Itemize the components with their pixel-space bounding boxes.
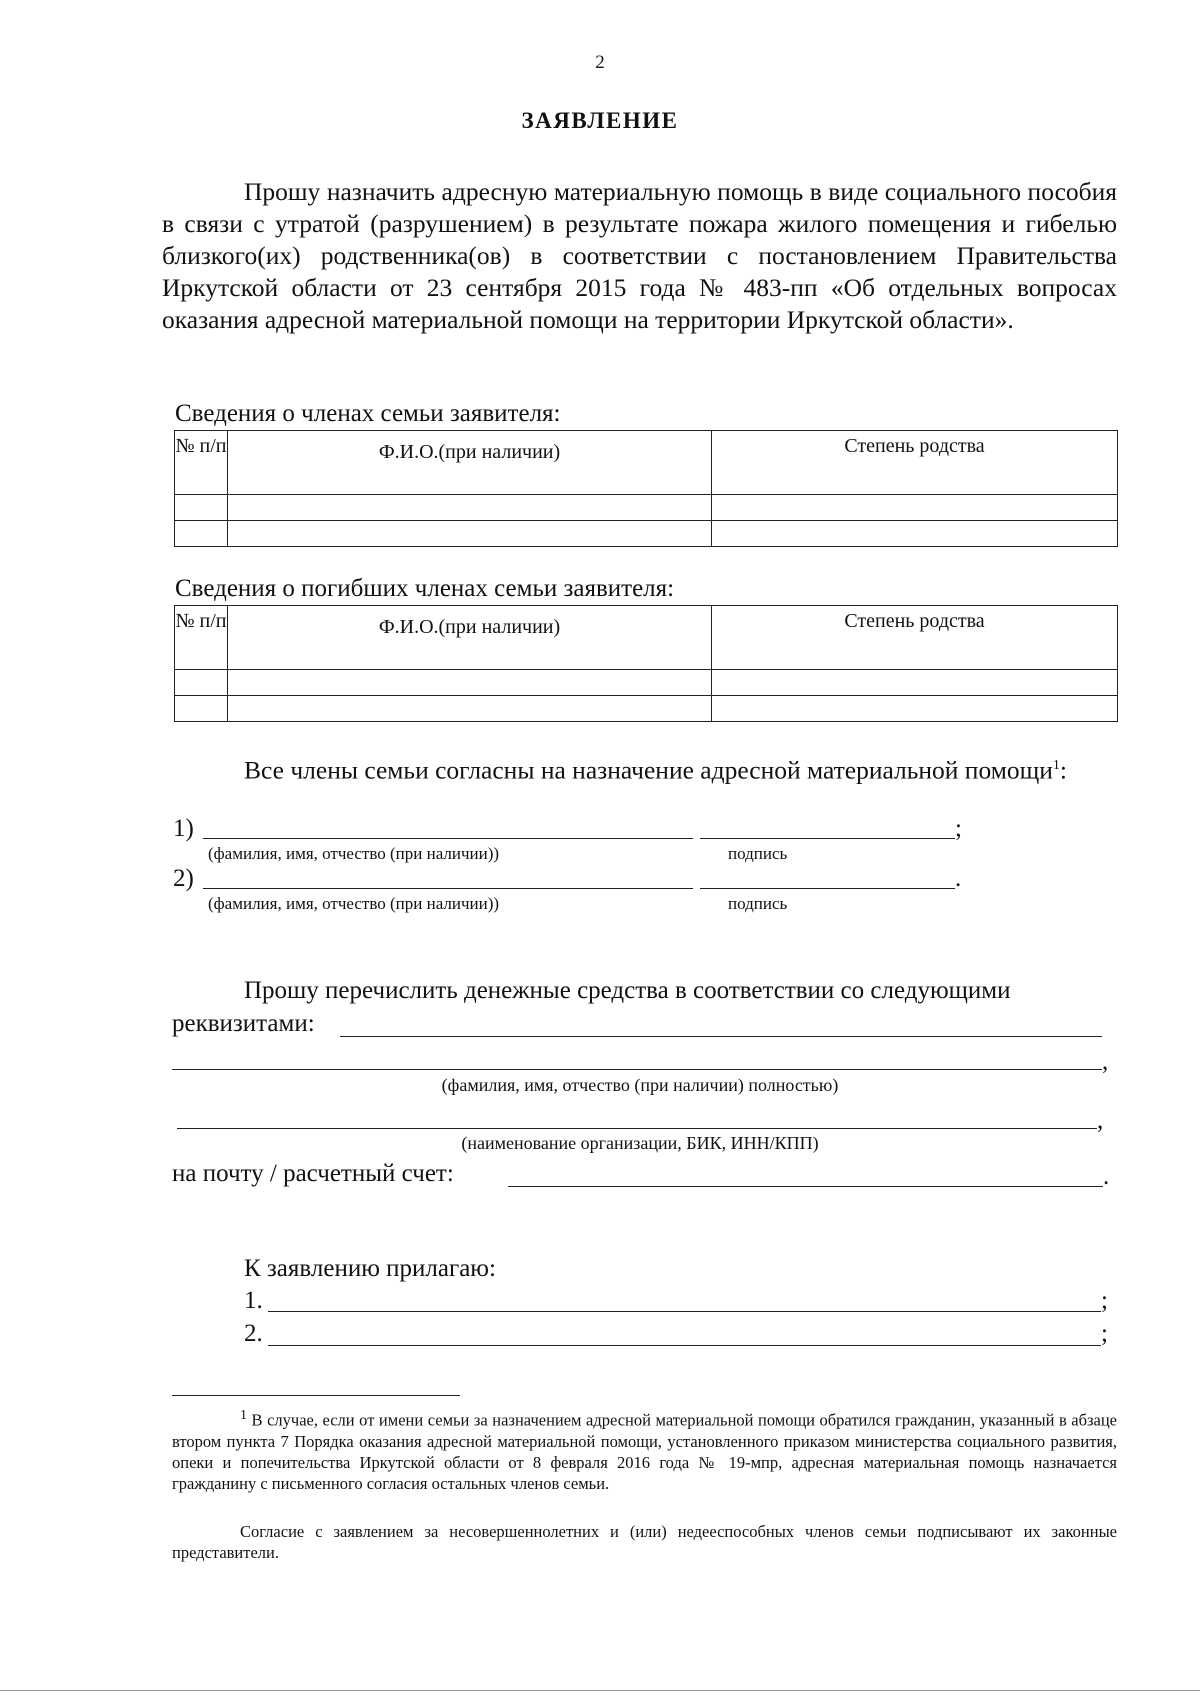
- cell-num[interactable]: [175, 495, 228, 521]
- transfer-text: Прошу перечислить денежные средства в соответствии со следующими: [244, 977, 1011, 1004]
- table-row: [175, 696, 1118, 722]
- consent-entry-2-signature-caption: подпись: [728, 894, 788, 913]
- cell-relation[interactable]: [712, 696, 1118, 722]
- requisites-line[interactable]: [340, 1036, 1102, 1037]
- attachment-2-number: 2.: [244, 1320, 263, 1347]
- consent-colon: :: [1059, 755, 1067, 785]
- document-title: ЗАЯВЛЕНИЕ: [521, 108, 679, 133]
- deceased-table-label: Сведения о погибших членах семьи заявителя:: [175, 575, 675, 602]
- column-header-num: № п/п: [175, 606, 228, 670]
- footnote-rule: [172, 1395, 460, 1396]
- requisites-label: реквизитами:: [172, 1010, 315, 1037]
- consent-entry-1-end: ;: [955, 815, 962, 842]
- cell-num[interactable]: [175, 670, 228, 696]
- cell-fio[interactable]: [228, 670, 712, 696]
- attachment-1-end: ;: [1101, 1287, 1108, 1314]
- table-row: [175, 521, 1118, 547]
- organization-comma: ,: [1097, 1107, 1104, 1134]
- cell-relation[interactable]: [712, 495, 1118, 521]
- cell-fio[interactable]: [228, 696, 712, 722]
- table-header-row: [175, 606, 1118, 670]
- cell-num[interactable]: [175, 696, 228, 722]
- footnote-reference: 1: [1052, 758, 1060, 773]
- table-header-row: [175, 431, 1118, 495]
- consent-text: Все члены семьи согласны на назначение адресной материальной помощи: [244, 755, 1053, 785]
- cell-fio[interactable]: [228, 521, 712, 547]
- consent-entry-2-fio-caption: (фамилия, имя, отчество (при наличии)): [208, 894, 500, 913]
- intro-paragraph: Прошу назначить адресную материальную помощь в виде социального пособия в связи с утратой (разрушением) в результате пожара жилого помещения и гибелью близкого(их) родственника(ов) в соответствии с постановлением Правительства Иркутской области от 23 сентября 2015 года № 483-пп «Об отдельных вопросах оказания адресной материальной помощи на территории Иркутской области».: [162, 177, 1117, 334]
- deceased-members-table: [174, 605, 1118, 722]
- footnote-paragraph: [172, 1405, 1117, 1494]
- cell-fio[interactable]: [228, 495, 712, 521]
- consent-paragraph: [172, 750, 1117, 787]
- organization-line[interactable]: [177, 1128, 1097, 1129]
- attachment-2-end: ;: [1101, 1320, 1108, 1347]
- account-period: .: [1103, 1163, 1110, 1190]
- consent-entry-2-fio-line[interactable]: [203, 888, 693, 889]
- recipient-fio-caption: (фамилия, имя, отчество (при наличии) полностью): [441, 1075, 839, 1095]
- account-label: на почту / расчетный счет:: [172, 1160, 454, 1187]
- column-header-fio: Ф.И.О.(при наличии): [228, 606, 712, 670]
- footnote-mark: 1: [240, 1408, 247, 1423]
- page-bottom-edge: [0, 1690, 1200, 1691]
- consent-entry-1-number: 1): [173, 815, 194, 842]
- attachments-label: К заявлению прилагаю:: [244, 1255, 496, 1282]
- column-header-relation: Степень родства: [712, 606, 1118, 670]
- family-members-table: [174, 430, 1118, 547]
- organization-caption: (наименование организации, БИК, ИНН/КПП): [461, 1133, 819, 1153]
- column-header-relation: Степень родства: [712, 431, 1118, 495]
- consent-entry-2-number: 2): [173, 865, 194, 892]
- cell-relation[interactable]: [712, 670, 1118, 696]
- consent-entry-1-fio-line[interactable]: [203, 838, 693, 839]
- recipient-fio-line[interactable]: [172, 1069, 1102, 1070]
- cell-relation[interactable]: [712, 521, 1118, 547]
- consent-entry-1-fio-caption: (фамилия, имя, отчество (при наличии)): [208, 844, 500, 863]
- column-header-num: № п/п: [175, 431, 228, 495]
- footnote-text: В случае, если от имени семьи за назначением адресной материальной помощи обратился гражданин, указанный в абзаце втором пункта 7 Порядка оказания адресной материальной помощи, установленного приказом министерства социального развития, опеки и попечительства Иркутской области от 8 февраля 2016 года № 19-мпр, адресная материальная помощь назначается гражданину с письменного согласия остальных членов семьи.: [172, 1410, 1117, 1493]
- attachment-1-number: 1.: [244, 1287, 263, 1314]
- column-header-fio: Ф.И.О.(при наличии): [228, 431, 712, 495]
- footnote-paragraph-2: Согласие с заявлением за несовершеннолетних и (или) недееспособных членов семьи подписывают их законные представители.: [172, 1522, 1117, 1562]
- consent-entry-2-signature-line[interactable]: [700, 888, 955, 889]
- account-line[interactable]: [508, 1186, 1103, 1187]
- consent-entry-1-signature-line[interactable]: [700, 838, 955, 839]
- attachment-1-line[interactable]: [268, 1311, 1101, 1312]
- recipient-fio-comma: ,: [1102, 1048, 1109, 1075]
- page-number: 2: [595, 52, 605, 73]
- family-table-label: Сведения о членах семьи заявителя:: [175, 400, 561, 427]
- table-row: [175, 495, 1118, 521]
- consent-entry-1-signature-caption: подпись: [728, 844, 788, 863]
- consent-entry-2-end: .: [955, 865, 962, 892]
- table-row: [175, 670, 1118, 696]
- cell-num[interactable]: [175, 521, 228, 547]
- attachment-2-line[interactable]: [268, 1345, 1101, 1346]
